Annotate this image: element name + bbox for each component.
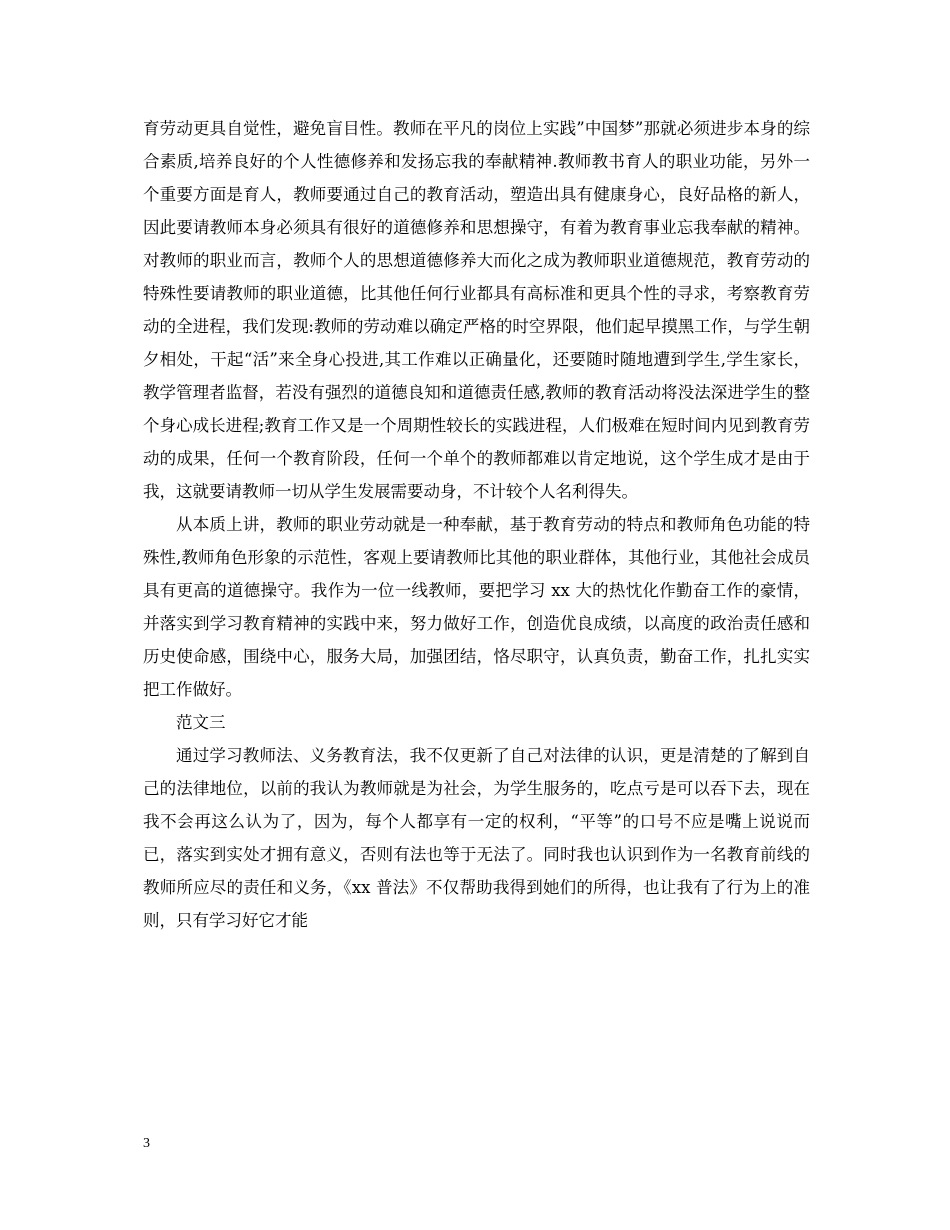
paragraph-teacher-law: 通过学习教师法、义务教育法，我不仅更新了自己对法律的认识，更是清楚的了解到自己的法律地位，以前的我认为教师就是为社会，为学生服务的，吃点亏是可以吞下去，现在我不会再这么认为了，因为，每个人都享有一定的权利，“平等”的口号不应是嘴上说说而已，落实到实处才拥有意义，否则有法也等于无法了。同时我也认识到作为一名教育前线的教师所应尽的责任和义务，《xx 普法》不仅帮助我得到她们的所得，也让我有了行为上的准则，只有学习好它才能 <box>143 746 810 930</box>
document-body <box>143 112 810 937</box>
page-number: 3 <box>143 1136 150 1151</box>
paragraph-continued: 育劳动更具自觉性，避免盲目性。教师在平凡的岗位上实践”中国梦”那就必须进步本身的综合素质,培养良好的个人性德修养和发扬忘我的奉献精神.教师教书育人的职业功能，另外一个重要方面是育人，教师要通过自己的教育活动，塑造出具有健康身心，良好品格的新人，因此要请教师本身必须具有很好的道德修养和思想操守，有着为教育事业忘我奉献的精神。对教师的职业而言，教师个人的思想道德修养大而化之成为教师职业道德规范，教育劳动的特殊性要请教师的职业道德，比其他任何行业都具有高标准和更具个性的寻求，考察教育劳动的全进程，我们发现:教师的劳动难以确定严格的时空界限，他们起早摸黑工作，与学生朝夕相处，干起“活”来全身心投进,其工作难以正确量化，还要随时随地遭到学生,学生家长，教学管理者监督，若没有强烈的道德良知和道德责任感,教师的教育活动将没法深进学生的整个身心成长进程;教育工作又是一个周期性较长的实践进程，人们极难在短时间内见到教育劳动的成果，任何一个教育阶段，任何一个单个的教师都难以肯定地说，这个学生成才是由于我，这就要请教师一切从学生发展需要动身，不计较个人名利得失。 <box>143 119 810 501</box>
section-heading-sample-three: 范文三 <box>176 713 226 732</box>
paragraph-dedication: 从本质上讲，教师的职业劳动就是一种奉献，基于教育劳动的特点和教师角色功能的特殊性,教师角色形象的示范性，客观上要请教师比其他的职业群体，其他行业，其他社会成员具有更高的道德操守。我作为一位一线教师，要把学习 xx 大的热忱化作勤奋工作的豪情，并落实到学习教育精神的实践中来，努力做好工作，创造优良成绩，以高度的政治责任感和历史使命感，围绕中心，服务大局，加强团结，恪尽职守，认真负责，勤奋工作，扎扎实实把工作做好。 <box>143 515 810 699</box>
